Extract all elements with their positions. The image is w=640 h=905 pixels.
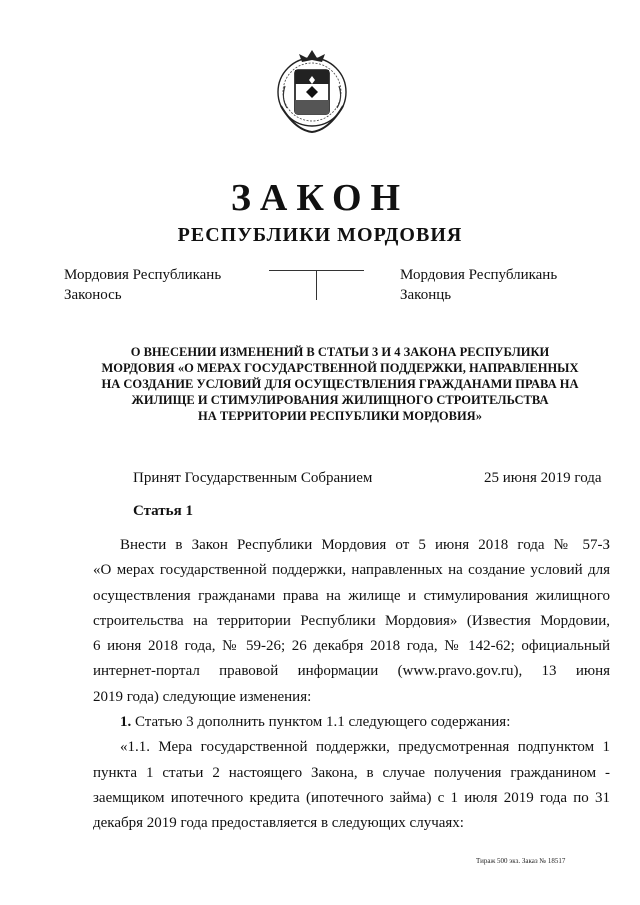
native-title-right [400,265,557,305]
law-subtitle: РЕСПУБЛИКИ МОРДОВИЯ [177,224,463,246]
body-line: Внести в Закон Республики Мордовия от 5 июня 2018 года № 57-З [120,537,610,553]
adopted-by: Принят Государственным Собранием [133,470,373,486]
coat-of-arms-emblem-icon [275,46,349,136]
body-line: «О мерах государственной поддержки, направленных на создание условий для [93,562,610,579]
native-title-right-line2: Законць [400,287,452,303]
native-title-left-line1: Мордовия Республикань [64,267,222,283]
body-line-point [93,710,610,735]
article-title: Статья 1 [133,503,193,519]
body-line: «1.1. Мера государственной поддержки, предусмотренная подпунктом 1 [120,739,610,756]
header-divider-stem [316,270,317,300]
heading-line: МОРДОВИЯ «О МЕРАХ ГОСУДАРСТВЕННОЙ ПОДДЕРЖКИ, НАПРАВЛЕННЫХ [101,361,579,375]
native-title-right-line1: Мордовия Республикань [400,267,558,283]
article-body [93,533,610,837]
native-title-left-line2: Законось [64,287,122,303]
heading-line: ЖИЛИЩЕ И СТИМУЛИРОВАНИЯ ЖИЛИЩНОГО СТРОИТЕЛЬСТВА [131,393,549,407]
law-title: ЗАКОН [230,177,410,219]
body-line: заемщиком ипотечного кредита (ипотечного займа) с 1 июля 2019 года по 31 [93,789,610,806]
adopted-date: 25 июня 2019 года [484,470,602,486]
heading-line: НА ТЕРРИТОРИИ РЕСПУБЛИКИ МОРДОВИЯ» [198,409,482,423]
body-line: 6 июня 2018 года, № 59-26; 26 декабря 2018 года, № 142-62; официальный [93,638,610,655]
body-line: декабря 2019 года предоставляется в следующих случаях: [93,815,464,832]
law-heading [90,344,590,424]
heading-line: НА СОЗДАНИЕ УСЛОВИЙ ДЛЯ ОСУЩЕСТВЛЕНИЯ ГРАЖДАНАМИ ПРАВА НА [101,377,579,391]
body-line: строительства на территории Республики Мордовия» (Известия Мордовии, [93,612,610,629]
point-text: Статью 3 дополнить пунктом 1.1 следующего содержания: [131,714,511,731]
native-title-left [64,265,221,305]
body-line: пункта 1 статьи 2 настоящего Закона, в случае получения гражданином - [93,764,610,781]
point-number: 1. [120,714,132,731]
body-line: 2019 года) следующие изменения: [93,688,312,705]
heading-line: О ВНЕСЕНИИ ИЗМЕНЕНИЙ В СТАТЬИ 3 И 4 ЗАКОНА РЕСПУБЛИКИ [130,345,550,359]
print-run-footer: Тираж 500 экз. Заказ № 18517 [476,857,566,865]
body-line: интернет-портал правовой информации (www.pravo.gov.ru), 13 июня [93,663,610,680]
body-line: осуществления гражданами права на жилище и стимулирования жилищного [93,587,610,604]
